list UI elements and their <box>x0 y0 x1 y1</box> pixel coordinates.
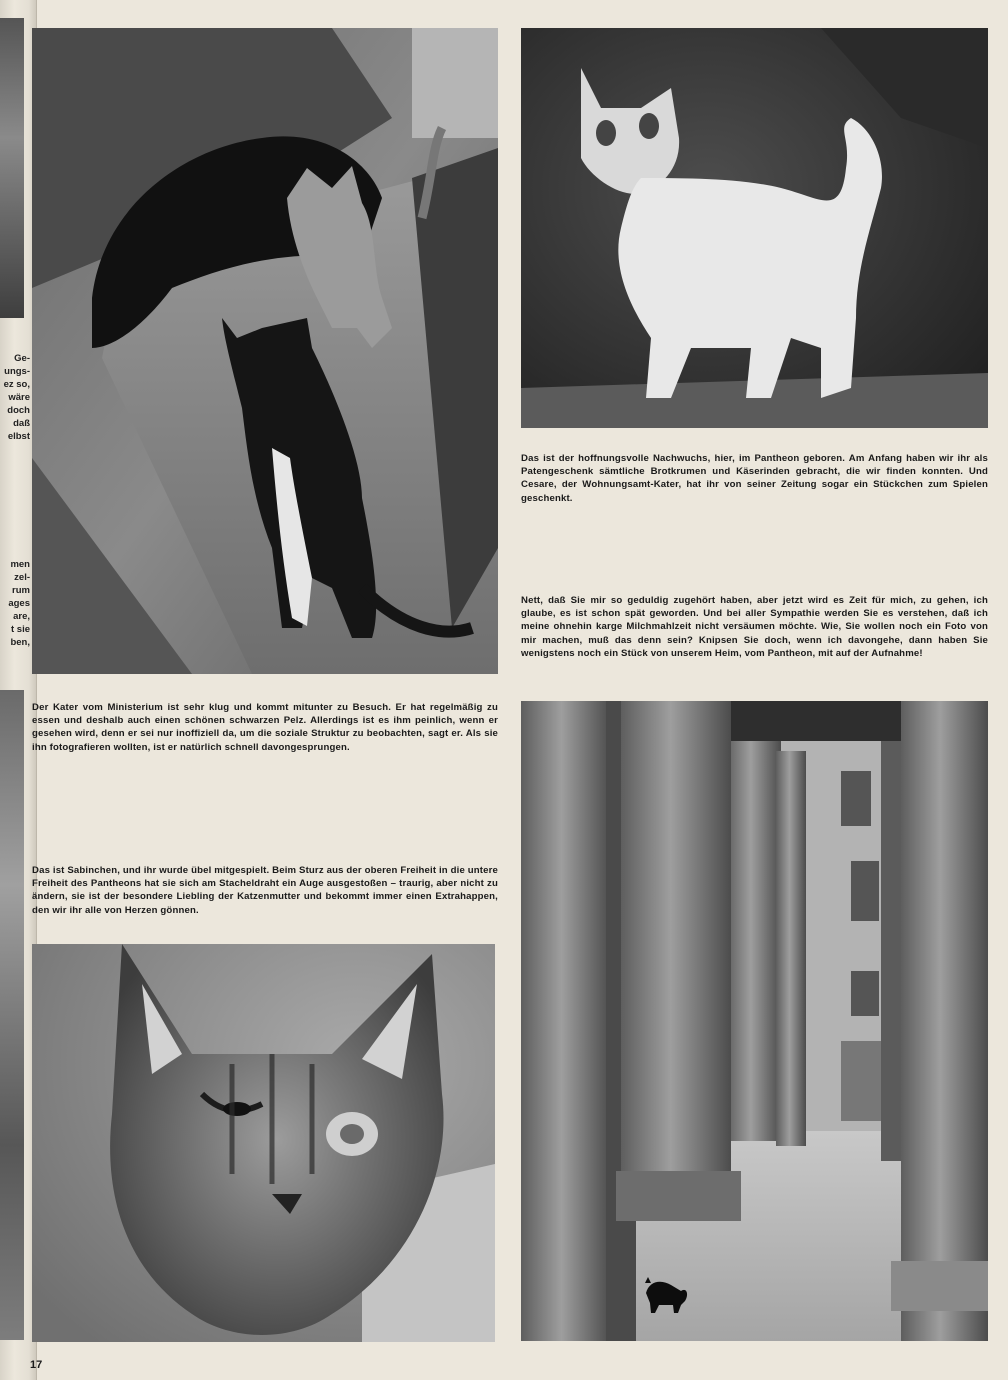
caption-kater-ministerium: Der Kater vom Ministerium ist sehr klug und kommt mitunter zu Besuch. Er hat regelmäßig zu essen und deshalb auch einen schönen schwarzen Pelz. Allerdings ist es ihm peinlich, wenn er gesehen wird, denn er sei nur inoffiziell da, um die soziale Struktur zu beobachten, sagt er. Als sie ihn fotografieren wollten, ist er natürlich schnell davongesprungen. <box>32 702 498 753</box>
facing-page-photo-fragment <box>0 18 24 318</box>
edge-line: ages <box>8 598 30 609</box>
edge-line: are, <box>13 611 30 622</box>
edge-line: wäre <box>8 392 30 403</box>
edge-line: Ge- <box>14 353 30 364</box>
photo-pantheon-columns <box>521 701 988 1341</box>
caption-sabinchen: Das ist Sabinchen, und ihr wurde übel mitgespielt. Beim Sturz aus der oberen Freiheit in die untere Freiheit des Pantheons hat sie sich am Stacheldraht ein Auge ausgestoßen – traurig, aber nicht zu ändern, sie ist der besondere Liebling der Katzenmutter und bekommt immer einen Extrahappen, den wir ihr alle von Herzen gönnen. <box>32 865 498 916</box>
edge-line: ez so, <box>3 379 30 390</box>
edge-line: daß <box>13 418 30 429</box>
edge-line: men <box>10 559 30 570</box>
facing-page-text-fragment <box>0 558 30 649</box>
photo-sabinchen-closeup <box>32 944 495 1342</box>
edge-line: rum <box>12 585 30 596</box>
page-number: 17 <box>30 1359 43 1371</box>
facing-page-text-fragment <box>0 352 30 443</box>
photo-cats-on-ledge <box>32 28 498 674</box>
edge-line: doch <box>7 405 30 416</box>
caption-kittens-nachwuchs: Das ist der hoffnungsvolle Nachwuchs, hier, im Pantheon geboren. Am Anfang haben wir ihr als Patengeschenk sämtliche Brotkrumen und Käserinden gebracht, die wir finden konnten. Und Cesare, der Wohnungsamt-Kater, hat ihr von seiner Zeitung sogar ein Stückchen zum Spielen geschenkt. <box>521 453 988 504</box>
edge-line: zel- <box>14 572 30 583</box>
photo-white-kitten <box>521 28 988 428</box>
edge-line: elbst <box>7 431 30 442</box>
edge-line: ungs- <box>4 366 30 377</box>
facing-page-photo-fragment <box>0 690 24 1340</box>
caption-goodbye: Nett, daß Sie mir so geduldig zugehört haben, aber jetzt wird es Zeit für mich, zu gehen, ich glaube, es ist schon spät geworden. Und bei aller Sympathie werden Sie es verstehen, daß ich meine ohnehin karge Milchmahlzeit nicht versäumen möchte. Wie, Sie wollen noch ein Foto von mir machen, muß das denn sein? Knipsen Sie doch, wenn ich davongehe, dann haben Sie wenigstens noch ein Stück von unserem Heim, vom Pantheon, mit auf der Aufnahme! <box>521 595 988 659</box>
edge-line: t sie <box>10 624 30 635</box>
edge-line: ben, <box>10 637 30 648</box>
